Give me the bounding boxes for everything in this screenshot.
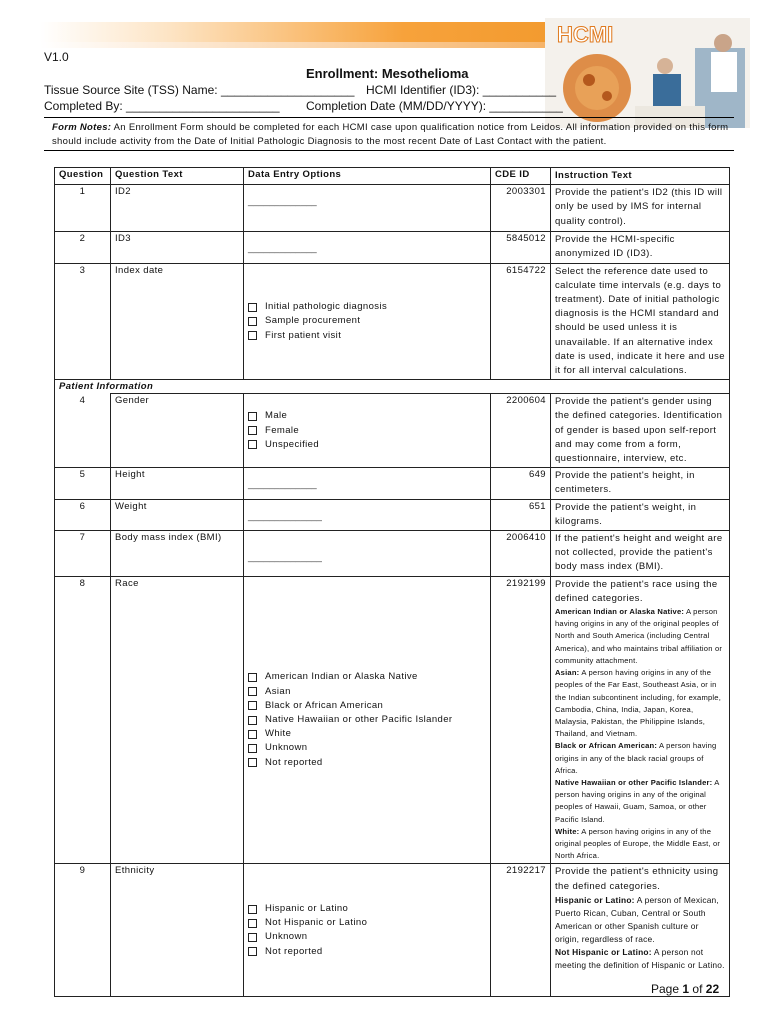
checkbox-option[interactable]	[248, 685, 486, 699]
question-number: 8	[55, 576, 111, 864]
question-number: 4	[55, 394, 111, 468]
completion-date-field[interactable]: Completion Date (MM/DD/YYYY): ___________	[306, 99, 563, 113]
checkbox-icon[interactable]	[248, 730, 257, 739]
option-label: Asian	[265, 685, 291, 697]
question-text: ID2	[111, 185, 244, 232]
table-row	[55, 864, 730, 997]
question-number: 2	[55, 232, 111, 263]
header-banner-stripe	[40, 42, 550, 48]
checkbox-option[interactable]	[248, 424, 486, 438]
ethnicity-definition: Not Hispanic or Latino: A person not meeting the definition of Hispanic or Latino.	[555, 946, 725, 970]
col-instruction: Instruction Text	[551, 168, 730, 185]
cde-id: 2003301	[491, 185, 551, 232]
checkbox-option[interactable]	[248, 314, 486, 328]
checkbox-option[interactable]	[248, 756, 486, 770]
table-row	[55, 394, 730, 468]
table-row	[55, 232, 730, 263]
checkbox-icon[interactable]	[248, 947, 257, 956]
weight-entry-blank[interactable]: ______________	[248, 510, 322, 522]
cde-id: 5845012	[491, 232, 551, 263]
checkbox-option[interactable]	[248, 727, 486, 741]
instruction-text: Select the reference date used to calculate time intervals (e.g. days to treatment). Date of initial pathologic diagnosis is the HCMI standard and should be used unless it is unavailable. If an alternative index date is used, indicate it here and use it for all interval calculations.	[551, 263, 730, 380]
option-label: Not Hispanic or Latino	[265, 917, 368, 929]
option-label: Native Hawaiian or other Pacific Islander	[265, 713, 453, 725]
cde-id: 2200604	[491, 394, 551, 468]
checkbox-option[interactable]	[248, 670, 486, 684]
cde-id: 2006410	[491, 531, 551, 577]
checkbox-icon[interactable]	[248, 919, 257, 928]
hcmi-identifier-field[interactable]: HCMI Identifier (ID3): ___________	[366, 83, 557, 97]
question-number: 6	[55, 499, 111, 530]
checkbox-icon[interactable]	[248, 905, 257, 914]
question-text: Gender	[111, 394, 244, 468]
col-cde-id: CDE ID	[491, 168, 551, 185]
page-total: 22	[705, 982, 720, 996]
checkbox-icon[interactable]	[248, 673, 257, 682]
header-banner-bar	[40, 22, 560, 42]
checkbox-icon[interactable]	[248, 933, 257, 942]
checkbox-option[interactable]	[248, 713, 486, 727]
table-header-row	[55, 168, 730, 185]
option-label: American Indian or Alaska Native	[265, 671, 418, 683]
section-row	[55, 380, 730, 394]
question-text: Index date	[111, 263, 244, 380]
table-row	[55, 185, 730, 232]
question-number: 9	[55, 864, 111, 997]
checkbox-option[interactable]	[248, 916, 486, 930]
cde-id: 2192199	[491, 576, 551, 864]
checkbox-option[interactable]	[248, 329, 486, 343]
question-text: Race	[111, 576, 244, 864]
version-label: V1.0	[44, 50, 69, 64]
checkbox-option[interactable]	[248, 300, 486, 314]
option-label: Unknown	[265, 742, 308, 754]
race-definition: Asian: A person having origins in any of the peoples of the Far East, Southeast Asia, or in the Indian subcontinent including, for example, Cambodia, China, India, Japan, Korea, Malaysia, Pakistan, the Philippine Islands, Thailand, and Vietnam.	[555, 668, 722, 739]
race-definition: White: A person having origins in any of the original peoples of Europe, the Middle East, or North Africa.	[555, 826, 721, 861]
section-patient-information: Patient Information	[55, 380, 730, 394]
form-title: Enrollment: Mesothelioma	[306, 66, 469, 81]
ethnicity-definition: Hispanic or Latino: A person of Mexican, Puerto Rican, Cuban, Central or South American or other Spanish culture or origin, regardless of race.	[555, 894, 719, 944]
page-number: 1	[682, 982, 690, 996]
checkbox-option[interactable]	[248, 438, 486, 452]
checkbox-icon[interactable]	[248, 412, 257, 421]
option-label: Male	[265, 410, 288, 422]
option-label: First patient visit	[265, 329, 342, 341]
checkbox-icon[interactable]	[248, 303, 257, 312]
checkbox-icon[interactable]	[248, 716, 257, 725]
id2-entry-blank[interactable]: _____________	[248, 196, 317, 208]
bmi-entry-blank[interactable]: ______________	[248, 552, 322, 564]
checkbox-icon[interactable]	[248, 331, 257, 340]
checkbox-icon[interactable]	[248, 701, 257, 710]
question-number: 7	[55, 531, 111, 577]
table-row	[55, 263, 730, 380]
question-text: Ethnicity	[111, 864, 244, 997]
cde-id: 2192217	[491, 864, 551, 997]
form-notes-text: An Enrollment Form should be completed for each HCMI case upon qualification notice from Leidos. All information provided on this form should include activity from the Date of Initial Pathologic Diagnosis to the most recent Date of Last Contact with the patient.	[52, 122, 729, 147]
enrollment-table	[54, 167, 730, 997]
checkbox-option[interactable]	[248, 741, 486, 755]
instruction-text: Provide the patient's gender using the defined categories. Identification of gender is based upon self-report and may come from a form, questionnaire, interview, etc.	[551, 394, 730, 468]
option-label: White	[265, 728, 292, 740]
instruction-text: Provide the patient's height, in centimeters.	[551, 468, 730, 499]
question-number: 5	[55, 468, 111, 499]
option-label: Initial pathologic diagnosis	[265, 301, 388, 313]
cde-id: 649	[491, 468, 551, 499]
instruction-text: Provide the patient's weight, in kilograms.	[551, 499, 730, 530]
checkbox-option[interactable]	[248, 699, 486, 713]
checkbox-icon[interactable]	[248, 758, 257, 767]
option-label: Sample procurement	[265, 315, 361, 327]
height-entry-blank[interactable]: _____________	[248, 479, 317, 491]
option-label: Hispanic or Latino	[265, 902, 349, 914]
page-footer	[651, 982, 719, 996]
page-word: Page	[651, 982, 680, 996]
question-text: Body mass index (BMI)	[111, 531, 244, 577]
instruction-text: If the patient's height and weight are not collected, provide the patient's body mass index (BMI).	[551, 531, 730, 577]
hcmi-logo-image	[545, 18, 750, 128]
question-number: 1	[55, 185, 111, 232]
table-row	[55, 468, 730, 499]
id3-entry-blank[interactable]: _____________	[248, 243, 317, 255]
option-label: Unknown	[265, 931, 308, 943]
checkbox-option[interactable]	[248, 930, 486, 944]
form-notes-label: Form Notes:	[52, 122, 112, 133]
option-label: Black or African American	[265, 699, 384, 711]
table-row	[55, 576, 730, 864]
race-definition: Black or African American: A person having origins in any of the black racial groups of Africa.	[555, 741, 717, 775]
instruction-text: Provide the HCMI-specific anonymized ID (ID3).	[551, 232, 730, 263]
instruction-text: Provide the patient's ethnicity using the defined categories.	[555, 866, 719, 892]
option-label: Not reported	[265, 756, 323, 768]
form-notes	[52, 121, 732, 149]
col-data-entry: Data Entry Options	[244, 168, 491, 185]
cde-id: 6154722	[491, 263, 551, 380]
of-word: of	[692, 982, 703, 996]
question-text: Weight	[111, 499, 244, 530]
hcmi-logo-text: HCMI	[557, 22, 614, 47]
checkbox-option[interactable]	[248, 902, 486, 916]
question-number: 3	[55, 263, 111, 380]
race-definition: Native Hawaiian or other Pacific Islander: A person having origins in any of the original peoples of Hawaii, Guam, Samoa, or other Pacific Island.	[555, 777, 720, 824]
checkbox-icon[interactable]	[248, 317, 257, 326]
checkbox-icon[interactable]	[248, 744, 257, 753]
instruction-text: Provide the patient's race using the defined categories.	[555, 578, 718, 604]
checkbox-option[interactable]	[248, 409, 486, 423]
question-text: Height	[111, 468, 244, 499]
checkbox-icon[interactable]	[248, 440, 257, 449]
table-row	[55, 531, 730, 577]
option-label: Unspecified	[265, 438, 320, 450]
question-text: ID3	[111, 232, 244, 263]
option-label: Not reported	[265, 945, 323, 957]
cde-id: 651	[491, 499, 551, 530]
race-definition: American Indian or Alaska Native: A person having origins in any of the original peoples of North and South America (including Central America), and who maintains tribal affiliation or community attachment.	[555, 607, 723, 665]
checkbox-option[interactable]	[248, 945, 486, 959]
table-row	[55, 499, 730, 530]
completed-by-field[interactable]: Completed By: _______________________	[44, 99, 280, 113]
option-label: Female	[265, 424, 300, 436]
instruction-text: Provide the patient's ID2 (this ID will only be used by IMS for internal quality control).	[551, 185, 730, 232]
col-question-text: Question Text	[111, 168, 244, 185]
checkbox-icon[interactable]	[248, 426, 257, 435]
col-question: Question	[55, 168, 111, 185]
tss-name-field[interactable]: Tissue Source Site (TSS) Name: ____________________	[44, 83, 355, 97]
checkbox-icon[interactable]	[248, 687, 257, 696]
